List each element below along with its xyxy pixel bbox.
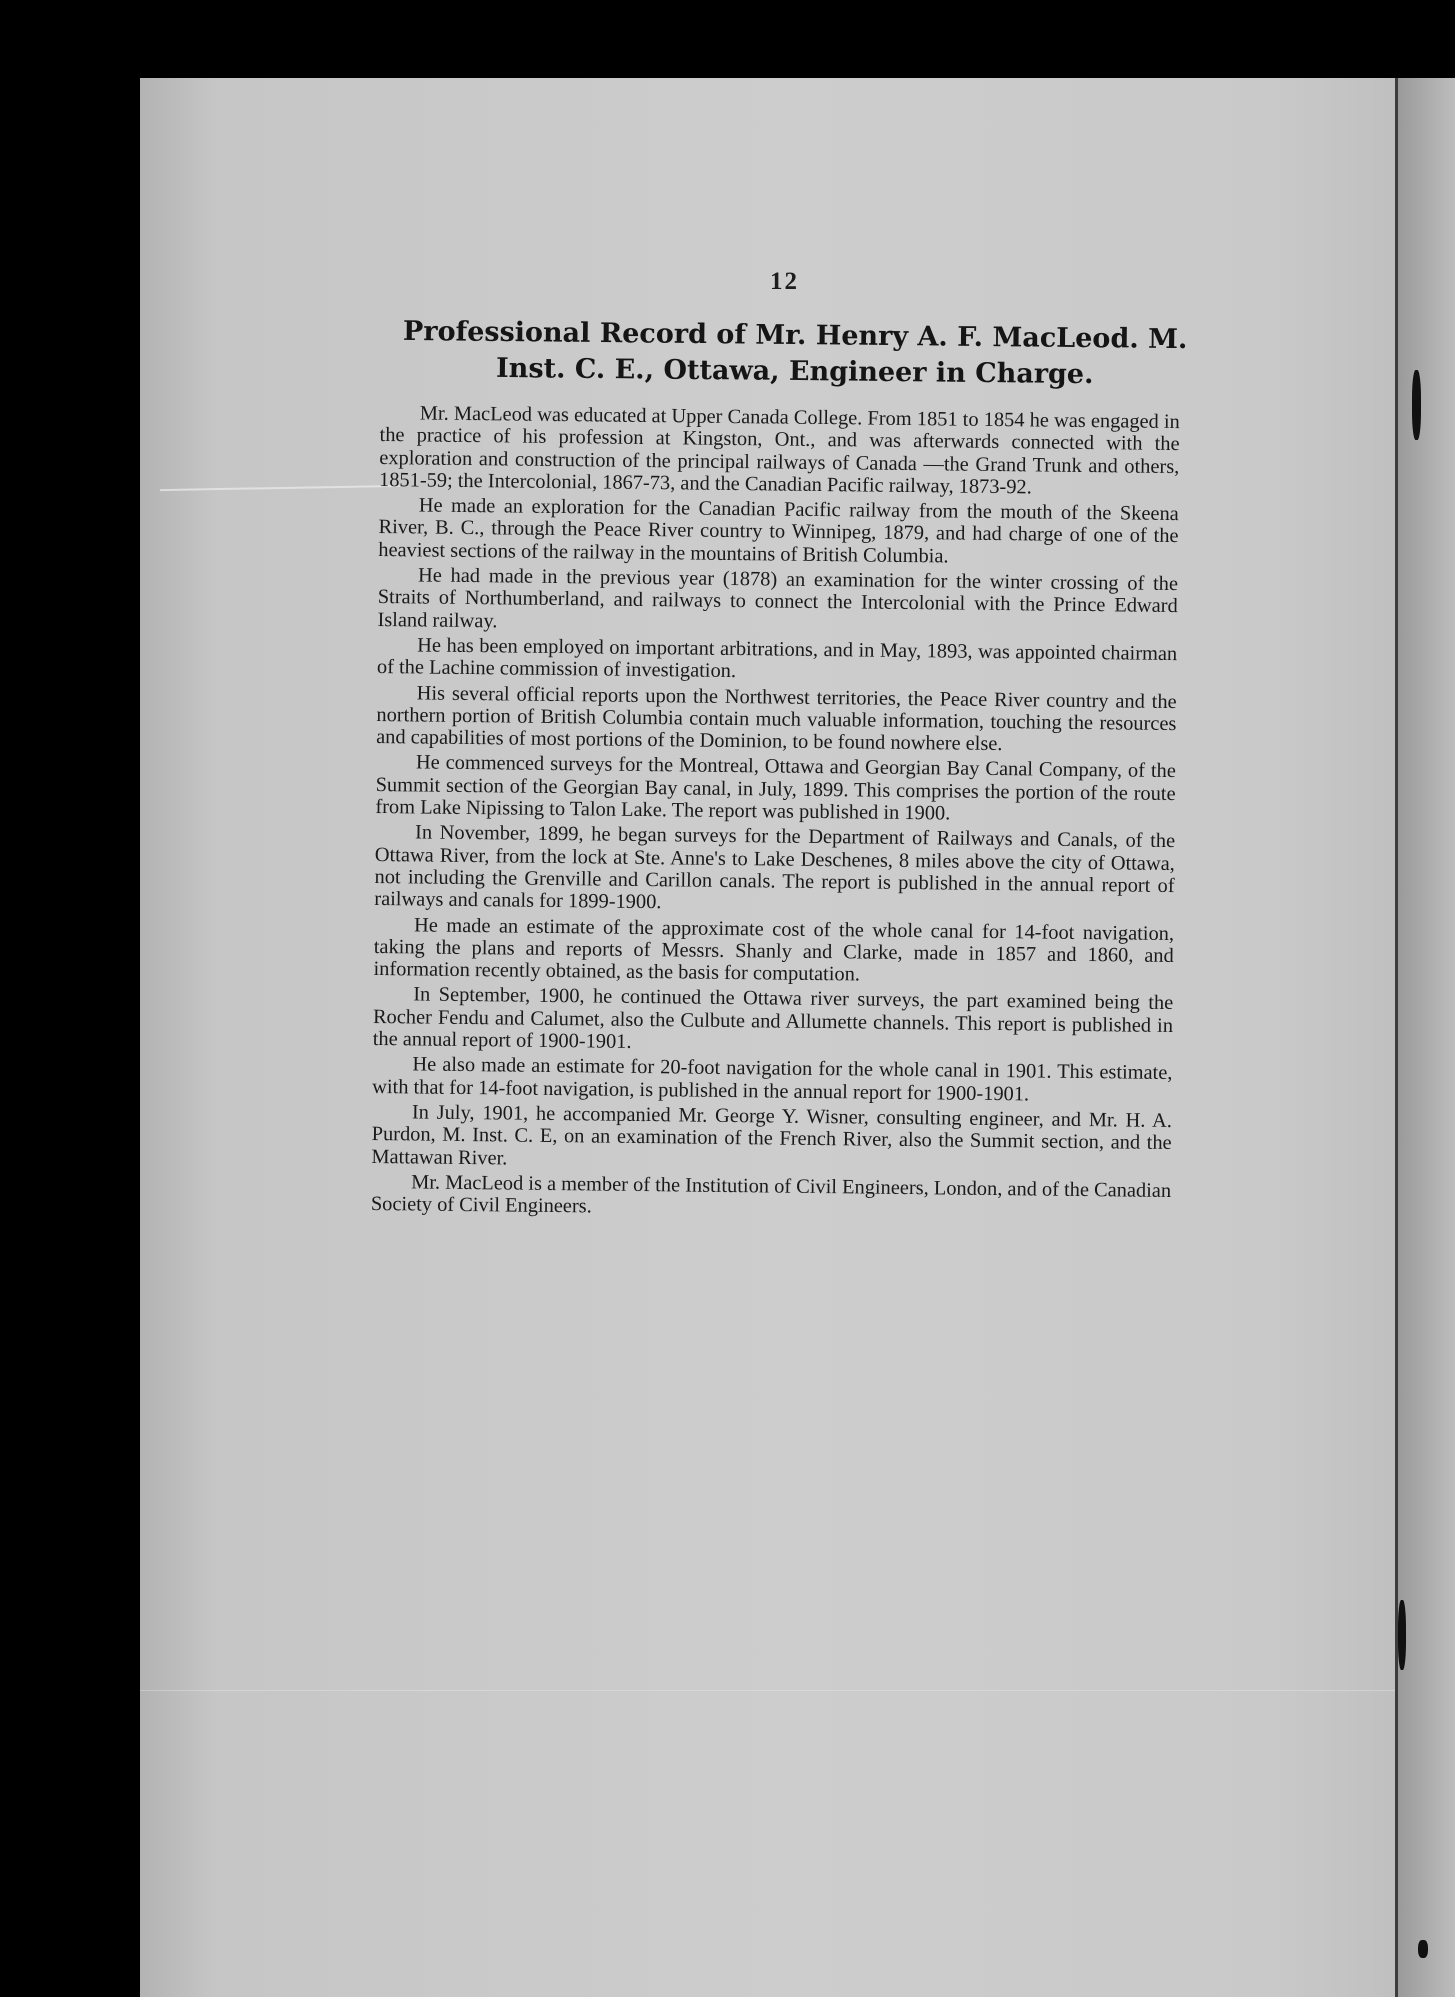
paragraph-french-river: In July, 1901, he accompanied Mr. George Y. Wisner, consulting engineer, and Mr. H. A. Purdon, M. Inst. C. E, on an examination of the French River, also the Summit section, and the Mattawan River. bbox=[371, 1101, 1173, 1169]
document-body bbox=[371, 402, 1180, 1227]
paragraph-straits-examination: He had made in the previous year (1878) an examination for the winter crossing of the Straits of Northumberland, and railways to connect the Intercolonial with the Prince Edward Island railway. bbox=[377, 564, 1179, 633]
page-crease bbox=[1395, 78, 1398, 1997]
scan-blemish bbox=[1398, 1600, 1406, 1670]
facing-page-edge bbox=[1398, 78, 1455, 1997]
paragraph-14-foot-estimate: He made an estimate of the approximate cost of the whole canal for 14-foot navigation, taking the plans and reports of Messrs. Shanly and Clarke, made in 1857 and 1860, and information recently obtained, as the basis for computation. bbox=[373, 913, 1175, 986]
scan-scratch bbox=[140, 1690, 1395, 1691]
document-title: Professional Record of Mr. Henry A. F. MacLeod. M. Inst. C. E., Ottawa, Engineer in Charge. bbox=[402, 315, 1188, 391]
scan-blemish bbox=[1412, 370, 1421, 440]
paragraph-memberships: Mr. MacLeod is a member of the Institution of Civil Engineers, London, and of the Canadian Society of Civil Engineers. bbox=[370, 1171, 1172, 1218]
paragraph-official-reports: His several official reports upon the Northwest territories, the Peace River country and the northern portion of British Columbia contain much valuable information, touching the resources and capabilities of most portions of the Dominion, to be found nowhere else. bbox=[376, 681, 1177, 756]
paragraph-ottawa-river-surveys: In November, 1899, he began surveys for the Department of Railways and Canals, of the Ottawa River, from the lock at Ste. Anne's to Lake Deschenes, 8 miles above the city of Ottawa, not including the Grenville and Carillon canals. The report is published in the annual report of railways and canals for 1899-1900. bbox=[374, 821, 1176, 914]
paragraph-arbitrations: He has been employed on important arbitrations, and in May, 1893, was appointed chairman of the Lachine commission of investigation. bbox=[376, 634, 1178, 683]
paragraph-september-surveys: In September, 1900, he continued the Ottawa river surveys, the part examined being the Rocher Fendu and Calumet, also the Culbute and Allumette channels. This report is published in the annual report of 1900-1901. bbox=[372, 983, 1174, 1053]
paragraph-20-foot-estimate: He also made an estimate for 20-foot navigation for the whole canal in 1901. This estimate, with that for 14-foot navigation, is published in the annual report for 1900-1901. bbox=[372, 1053, 1173, 1106]
paragraph-education: Mr. MacLeod was educated at Upper Canada College. From 1851 to 1854 he was engaged in the practice of his profession at Kingston, Ont., and was afterwards connected with the exploration and construction of the principal railways of Canada —the Grand Trunk and others, 1851-59; the Intercolonial, 1867-73, and the Canadian Pacific railway, 1873-92. bbox=[378, 402, 1180, 499]
page-number: 12 bbox=[770, 268, 799, 295]
paragraph-exploration: He made an exploration for the Canadian Pacific railway from the mouth of the Skeena River, B. C., through the Peace River country to Winnipeg, 1879, and had charge of one of the heaviest sections of the railway in the mountains of British Columbia. bbox=[378, 494, 1179, 568]
paragraph-georgian-bay-surveys: He commenced surveys for the Montreal, Ottawa and Georgian Bay Canal Company, of the Summit section of the Georgian Bay canal, in July, 1899. This comprises the portion of the route from Lake Nipissing to Talon Lake. The report was published in 1900. bbox=[375, 751, 1176, 825]
scan-blemish bbox=[1418, 1940, 1428, 1958]
